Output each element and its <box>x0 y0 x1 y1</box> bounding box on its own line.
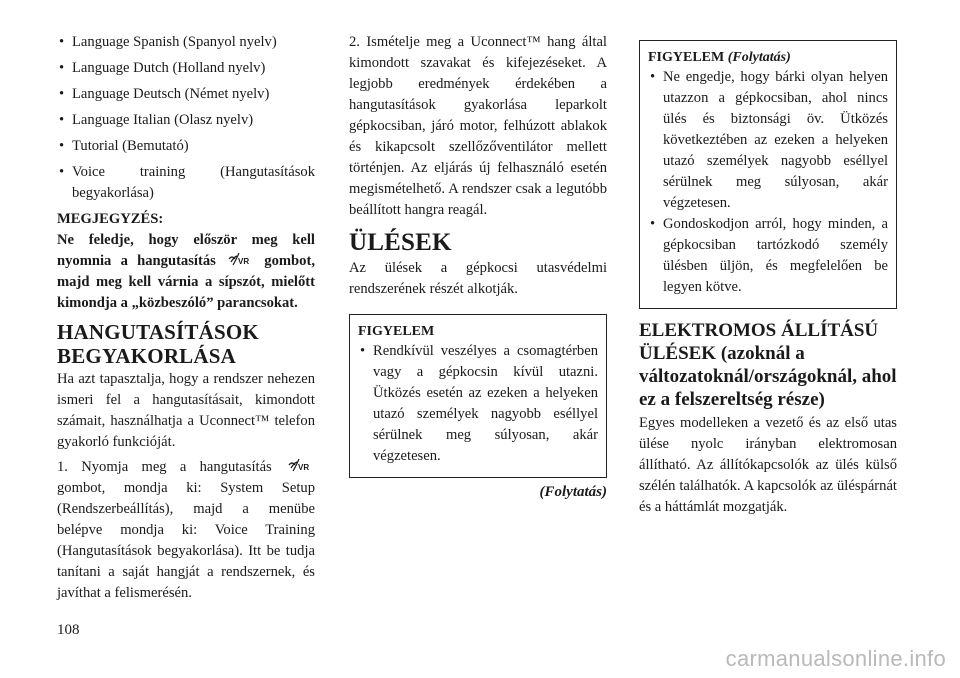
page-number: 108 <box>57 622 80 638</box>
warning-box <box>349 314 607 478</box>
warning-title-text: FIGYELEM <box>648 50 725 65</box>
list-item: • Language Deutsch (Német nyelv) <box>57 84 315 105</box>
warning-title <box>648 49 888 67</box>
watermark: carmanualsonline.info <box>725 646 946 671</box>
warning-list <box>648 67 888 298</box>
step-2: 2. Ismételje meg a Uconnect™ hang által kimondott szavakat és kifejezéseket. A legjobb eredmények érdekében a hangutasítások gyakorlása leparkolt gépkocsiban, járó motor, felhúzott ablakok és kikapcsolt szellőzőventilátor mellett történjen. Az eljárás új felhasználó esetén megismételhető. A rendszer csak a legutóbb beállított hangra reagál. <box>349 34 607 218</box>
list-item: • Language Dutch (Holland nyelv) <box>57 58 315 79</box>
paragraph: Egyes modelleken a vezető és az első utas ülése nyolc irányban elektromosan állítható. Az állítókapcsolók az ülés külső szélén találhatók. A kapcsolók az üléspárnát és a háttámlát mozgatják. <box>639 415 897 515</box>
warning-list <box>358 341 598 467</box>
voice-recognition-icon <box>287 457 313 473</box>
continued-label: (Folytatás) <box>539 484 607 500</box>
list-item: • Language Spanish (Spanyol nyelv) <box>57 32 315 53</box>
step-1 <box>57 457 315 604</box>
section-heading: ELEKTROMOS ÁLLÍTÁSÚ ÜLÉSEK (azoknál a változatoknál/országoknál, ahol ez a felszereltség része) <box>639 320 897 410</box>
warning-item: • Gondoskodjon arról, hogy minden, a gépkocsiban tartózkodó személy ülésben üljön, és megfelelően be legyen kötve. <box>648 214 888 298</box>
language-list <box>57 32 315 204</box>
note-body <box>57 230 315 314</box>
warning-title: FIGYELEM <box>358 324 435 339</box>
list-item: • Voice training (Hangutasítások begyakorlása) <box>57 162 315 204</box>
paragraph: Ha azt tapasztalja, hogy a rendszer nehezen ismeri fel a hangutasításait, kimondott számait, használhatja a Uconnect™ telefon gyakorló funkcióját. <box>57 371 315 450</box>
list-item: • Tutorial (Bemutató) <box>57 136 315 157</box>
step-1-text-start: 1. Nyomja meg a hangutasítás <box>57 459 272 475</box>
column-right <box>639 32 897 522</box>
column-middle <box>349 32 607 503</box>
svg-text:VR: VR <box>238 257 250 266</box>
section-heading: ÜLÉSEK <box>349 229 452 256</box>
warning-item: • Ne engedje, hogy bárki olyan helyen utazzon a gépkocsiban, ahol nincs ülés és biztonsági öv. Ütközés következtében az ezeken a helyeken utazó személyek nagyobb eséllyel sérülnek meg súlyosan, akár végzetesen. <box>648 67 888 214</box>
paragraph: Az ülések a gépkocsi utasvédelmi rendszerének részét alkotják. <box>349 260 607 297</box>
voice-recognition-icon <box>227 251 253 267</box>
warning-box <box>639 40 897 309</box>
warning-item: • Rendkívül veszélyes a csomagtérben vagy a gépkocsin kívül utazni. Ütközés esetén az ezeken a helyeken utazó személyek nagyobb eséllyel sérülnek meg súlyosan, akár végzetesen. <box>358 341 598 467</box>
list-item: • Language Italian (Olasz nyelv) <box>57 110 315 131</box>
note-text-start: Ne feledje, hogy először meg kell nyomnia a hangutasítás <box>57 232 315 269</box>
svg-text:VR: VR <box>298 463 310 472</box>
note-title: MEGJEGYZÉS: <box>57 211 164 227</box>
note-text-end: gombot, majd meg kell várnia a sípszót, mielőtt kimondja a „közbeszóló” parancsokat. <box>57 253 315 311</box>
warning-title-suffix: (Folytatás) <box>727 50 791 65</box>
column-left <box>57 32 315 608</box>
section-heading: HANGUTASÍTÁSOK BEGYAKORLÁSA <box>57 320 259 368</box>
step-1-text-end: gombot, mondja ki: System Setup (Rendszerbeállítás), majd a menübe belépve mondja ki: Voice Training (Hangutasítások begyakorlása). Itt be tudja tanítani a saját hangját a rendszernek, és javíthat a felismerésén. <box>57 480 315 601</box>
